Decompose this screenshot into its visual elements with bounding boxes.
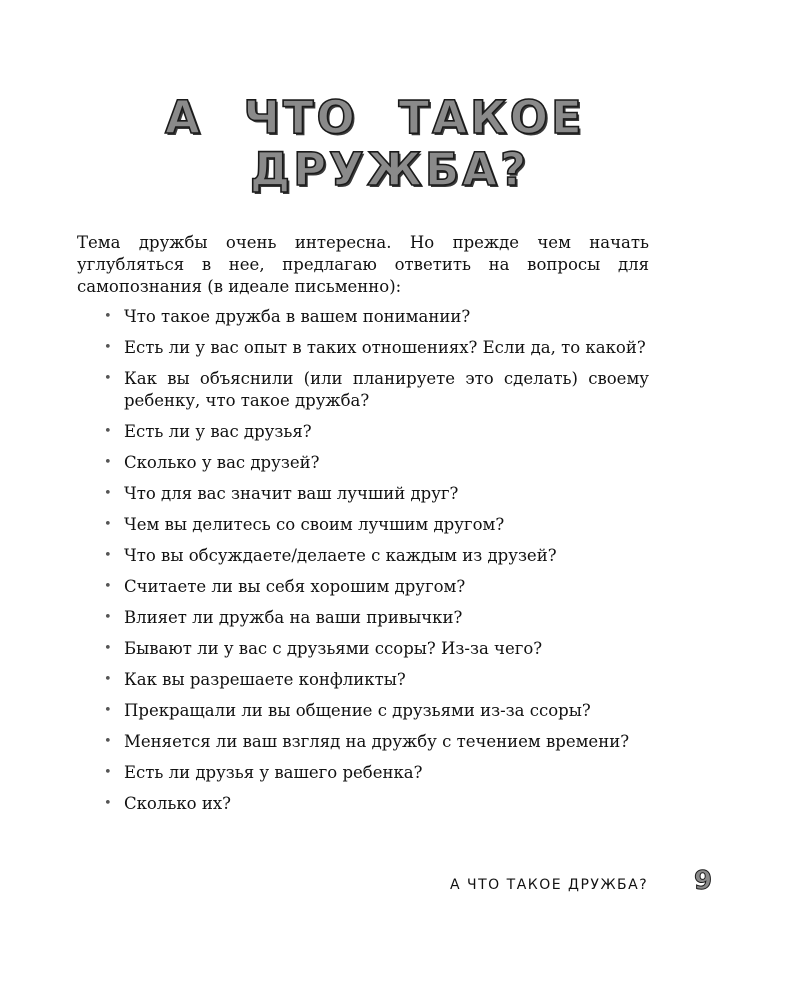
question-text: Меняется ли ваш взгляд на дружбу с течением времени?: [124, 732, 630, 751]
question-text: Сколько их?: [124, 794, 231, 813]
question-text: Что вы обсуждаете/делаете с каждым из друзей?: [124, 546, 557, 565]
bullet-icon: •: [104, 486, 112, 501]
question-text: Прекращали ли вы общение с друзьями из-за ссоры?: [124, 701, 591, 720]
question-text: Сколько у вас друзей?: [124, 453, 320, 472]
question-item: [100, 368, 649, 412]
bullet-icon: •: [104, 796, 112, 811]
question-item: [100, 793, 649, 815]
question-text: Как вы объяснили (или планируете это сделать) своему ребенку, что такое дружба?: [124, 369, 649, 410]
bullet-icon: •: [104, 424, 112, 439]
question-item: [100, 638, 649, 660]
question-item: [100, 762, 649, 784]
bullet-icon: •: [104, 703, 112, 718]
question-list: [100, 306, 649, 824]
bullet-icon: •: [104, 309, 112, 324]
running-head: А ЧТО ТАКОЕ ДРУЖБА?: [450, 877, 649, 893]
question-item: [100, 483, 649, 505]
page-number: 9: [694, 866, 713, 896]
question-item: [100, 731, 649, 753]
bullet-icon: •: [104, 371, 112, 386]
bullet-icon: •: [104, 734, 112, 749]
question-text: Есть ли у вас опыт в таких отношениях? Если да, то какой?: [124, 338, 646, 357]
bullet-icon: •: [104, 340, 112, 355]
bullet-icon: •: [104, 548, 112, 563]
question-item: [100, 452, 649, 474]
intro-paragraph: Тема дружбы очень интересна. Но прежде чем начать углубляться в нее, предлагаю ответить на вопросы для самопознания (в идеале письменно):: [77, 233, 649, 296]
question-text: Бывают ли у вас с друзьями ссоры? Из-за чего?: [124, 639, 543, 658]
question-item: [100, 545, 649, 567]
chapter-title-line-1: А ЧТО ТАКОЕ: [165, 91, 585, 144]
bullet-icon: •: [104, 517, 112, 532]
bullet-icon: •: [104, 455, 112, 470]
bullet-icon: •: [104, 765, 112, 780]
question-item: [100, 306, 649, 328]
question-text: Как вы разрешаете конфликты?: [124, 670, 406, 689]
question-item: [100, 669, 649, 691]
question-item: [100, 514, 649, 536]
question-item: [100, 576, 649, 598]
chapter-title: [165, 92, 685, 196]
question-text: Влияет ли дружба на ваши привычки?: [124, 608, 463, 627]
question-text: Чем вы делитесь со своим лучшим другом?: [124, 515, 505, 534]
bullet-icon: •: [104, 672, 112, 687]
question-text: Что для вас значит ваш лучший друг?: [124, 484, 459, 503]
bullet-icon: •: [104, 610, 112, 625]
question-item: [100, 421, 649, 443]
question-text: Что такое дружба в вашем понимании?: [124, 307, 471, 326]
bullet-icon: •: [104, 641, 112, 656]
chapter-title-line-2: ДРУЖБА?: [250, 143, 530, 196]
question-item: [100, 700, 649, 722]
question-text: Считаете ли вы себя хорошим другом?: [124, 577, 466, 596]
question-item: [100, 607, 649, 629]
question-item: [100, 337, 649, 359]
question-text: Есть ли друзья у вашего ребенка?: [124, 763, 423, 782]
question-text: Есть ли у вас друзья?: [124, 422, 312, 441]
bullet-icon: •: [104, 579, 112, 594]
